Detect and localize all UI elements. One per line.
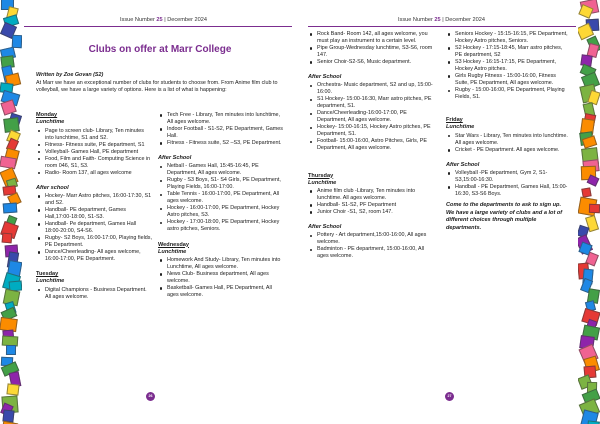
club-list-item: Digital Champions - Business Department. All ages welcome. — [36, 287, 152, 301]
club-list-item: Handball- S1-S2, PF Department — [308, 202, 434, 209]
club-list-item: S1 Hockey- 15:00-16:30, Marr astro pitches, PE department, S1. — [308, 96, 434, 110]
club-list-item: Netball - Games Hall, 15:45-16:45, PE Department, All ages welcome. — [158, 163, 284, 177]
issue-date: December 2024 — [445, 17, 486, 23]
page-number: 26 — [146, 392, 155, 401]
session-heading: After School — [308, 224, 342, 231]
club-list — [36, 128, 152, 177]
sticky-note-decoration — [589, 203, 600, 213]
closing-note: Come to the departments to ask to sign up. We have a large variety of clubs and a lot of different choices through multiple departments. — [446, 202, 563, 231]
club-list-item: Page to screen club- Library, Ten minutes into lunchtime, S1 and S2. — [36, 128, 152, 142]
sticky-note-decoration — [586, 420, 600, 424]
club-list-item: Orchestra- Music department, S2 and up, 15:00-16:00. — [308, 82, 434, 96]
club-list-item: Pipe Group-Wednesday lunchtime, S3-S6, room 147. — [308, 45, 434, 59]
sticky-note-decoration — [6, 345, 16, 355]
club-list-item: Handball - PE Department, Games Hall, 15:00-16:30, S3-S6 Boys. — [446, 184, 568, 198]
club-list — [158, 257, 284, 299]
session-heading: Lunchtime — [308, 179, 337, 186]
club-list-item: Hockey - 16:00-17:00, PE Department, Hockey Astro pitches, S3. — [158, 205, 284, 219]
club-list-item: Indoor Football - S1-S2, PE Department, Games Hall. — [158, 126, 284, 140]
session-heading: After school — [36, 184, 69, 191]
club-list-item: Anime film club -Library, Ten minutes into lunchtime. All ages welcome. — [308, 188, 434, 202]
header-divider — [24, 26, 292, 27]
club-list-item: Handball- Pe department, Games Hall 18:00-20:00, S4-S6. — [36, 221, 152, 235]
sticky-note-decoration — [3, 203, 18, 214]
right-column-2 — [446, 31, 568, 232]
day-heading-friday: Friday — [446, 117, 463, 124]
day-heading-monday: Monday — [36, 112, 58, 118]
day-heading-wednesday: Wednesday — [158, 241, 189, 248]
club-list-item: S3 Hockey - 16:15-17:15, PE Department, Hockey Astro pitches. — [446, 59, 568, 73]
sticky-note-decoration — [2, 232, 12, 242]
club-list-item: Homework And Study- Library, Ten minutes into Lunchtime, All ages welcome. — [158, 257, 284, 271]
sticky-note-decoration — [587, 174, 600, 187]
club-list-item: Cricket - PE Department. All ages welcome. — [446, 147, 568, 154]
session-heading: After School — [446, 161, 480, 168]
issue-header — [398, 17, 485, 23]
issue-date: December 2024 — [167, 17, 208, 23]
club-list-item: Rugby- S2 Boys, 16:00-17:00, Playing fields, PE Department. — [36, 235, 152, 249]
club-list — [36, 193, 152, 263]
club-list-item: Star Wars - Library, Ten minutes into lunchtime. All ages welcome. — [446, 133, 568, 147]
article-byline: Written by Zoe Govan (S2) — [36, 72, 104, 78]
club-list — [158, 163, 284, 233]
left-column-2 — [158, 112, 284, 299]
header-divider — [308, 26, 576, 27]
session-heading: Lunchtime — [158, 248, 187, 255]
right-column-1 — [308, 31, 434, 260]
sticky-note-decoration — [7, 383, 20, 395]
club-list-item: Table Tennis - 16:00-17:00, PE Department, All ages welcome. — [158, 191, 284, 205]
session-heading: Lunchtime — [36, 119, 65, 126]
sticky-note-decoration — [11, 34, 21, 47]
article-title: Clubs on offer at Marr College — [88, 44, 232, 55]
left-column-1 — [36, 112, 152, 301]
club-list-item: Hockey- 15:00-16:15, Hockey Astro pitches, PE Department, S1. — [308, 124, 434, 138]
session-heading: Lunchtime — [446, 124, 475, 131]
club-list-item: Rock Band- Room 142, all ages welcome, you must play an instrument to a certain level. — [308, 31, 434, 45]
club-list-item: Hockey - 17:00-18:00, PE Department, Hockey astro pitches, Seniors. — [158, 219, 284, 233]
decorative-sticky-note-border — [0, 0, 22, 424]
club-list — [446, 133, 568, 154]
decorative-sticky-note-border — [578, 0, 600, 424]
issue-label: Issue Number — [120, 17, 155, 23]
issue-label: Issue Number — [398, 17, 433, 23]
club-list-item: Volleyball- Games Hall, PE department — [36, 149, 152, 156]
club-list-item: Basketball- Games Hall, PE Department, All ages welcome. — [158, 285, 284, 299]
club-list-item: Football- 15:00-16:00, Astro Pitches, Girls, PE Department, All ages welcome. — [308, 138, 434, 152]
club-list-item: News Club- Business department, All ages welcome. — [158, 271, 284, 285]
club-list-item: Dance/Cheerleading-16:00-17:00, PE Department, All ages welcome. — [308, 110, 434, 124]
session-heading: Lunchtime — [36, 278, 65, 285]
club-list — [308, 232, 434, 260]
club-list-item: Fitness - Fitness suite, S2 –S3, PE Department. — [158, 140, 284, 147]
sticky-note-decoration — [1, 421, 19, 424]
club-list-item: Fitness- Fitness suite, PE department, S1 — [36, 142, 152, 149]
club-list — [308, 188, 434, 216]
club-list-item: Food, Film and Faith- Computing Science in room 046, S1, S3. — [36, 156, 152, 170]
session-heading: After School — [158, 155, 192, 162]
club-list-item: Junior Choir -S1, S2, room 147. — [308, 209, 434, 216]
club-list-item: Dance/Cheerleading- All ages welcome, 16:00-17:00, PE Department. — [36, 249, 152, 263]
club-list-item: S2 Hockey - 17:15-18:45, Marr astro pitches, PE department, S2 — [446, 45, 568, 59]
session-heading: After School — [308, 74, 342, 81]
club-list — [308, 31, 434, 66]
club-list-item: Radio- Room 137, all ages welcome — [36, 170, 152, 177]
issue-number: 25 — [156, 17, 163, 23]
club-list — [308, 82, 434, 152]
club-list-item: Tech Free - Library, Ten minutes into lunchtime, All ages welcome. — [158, 112, 284, 126]
club-list-item: Girls Rugby Fitness - 15:00-16:00, Fitness Suite, PE Department, All ages welcome. — [446, 73, 568, 87]
club-list — [36, 287, 152, 301]
club-list — [446, 170, 568, 198]
issue-header — [120, 17, 207, 23]
right-page — [300, 0, 600, 424]
club-list-item: Badminton - PE department, 15:00-16:00, All ages welcome. — [308, 246, 434, 260]
day-heading-tuesday: Tuesday — [36, 271, 59, 278]
club-list-item: Rugby - S3 Boys, S1- S4 Girls, PE Department, Playing Fields, 16:00-17:00. — [158, 177, 284, 191]
day-heading-thursday: Thursday — [308, 172, 334, 179]
club-list-item: Hockey- Marr Astro pitches, 16:00-17:30, S1 and S2. — [36, 193, 152, 207]
club-list-item: Pottery - Art department,15:00-16:00, All ages welcome. — [308, 232, 434, 246]
page-number: 27 — [445, 392, 454, 401]
sticky-note-decoration — [0, 155, 17, 169]
header-separator: | — [164, 17, 166, 23]
club-list-item: Volleyball -PE department, Gym 2, S1-S3,15:00-16:30. — [446, 170, 568, 184]
club-list-item: Seniors Hockey - 15:15-16:15, PE Department, Hockey Astro pitches, Seniors. — [446, 31, 568, 45]
club-list-item: Senior Choir-S2-S6, Music department. — [308, 59, 434, 66]
club-list — [446, 31, 568, 101]
article-intro: At Marr we have an exceptional number of clubs for students to choose from. From Anime film club to volleyball, we have a large variety of options. Here is a list of what is happening: — [36, 80, 278, 94]
club-list-item: Rugby - 15:00-16:00, PE Department, Playing Fields, S1. — [446, 87, 568, 101]
club-list — [158, 112, 284, 147]
header-separator: | — [442, 17, 444, 23]
club-list-item: Handball- PE department, Games Hall,17:00-18:00, S1-S3. — [36, 207, 152, 221]
issue-number: 25 — [434, 17, 441, 23]
